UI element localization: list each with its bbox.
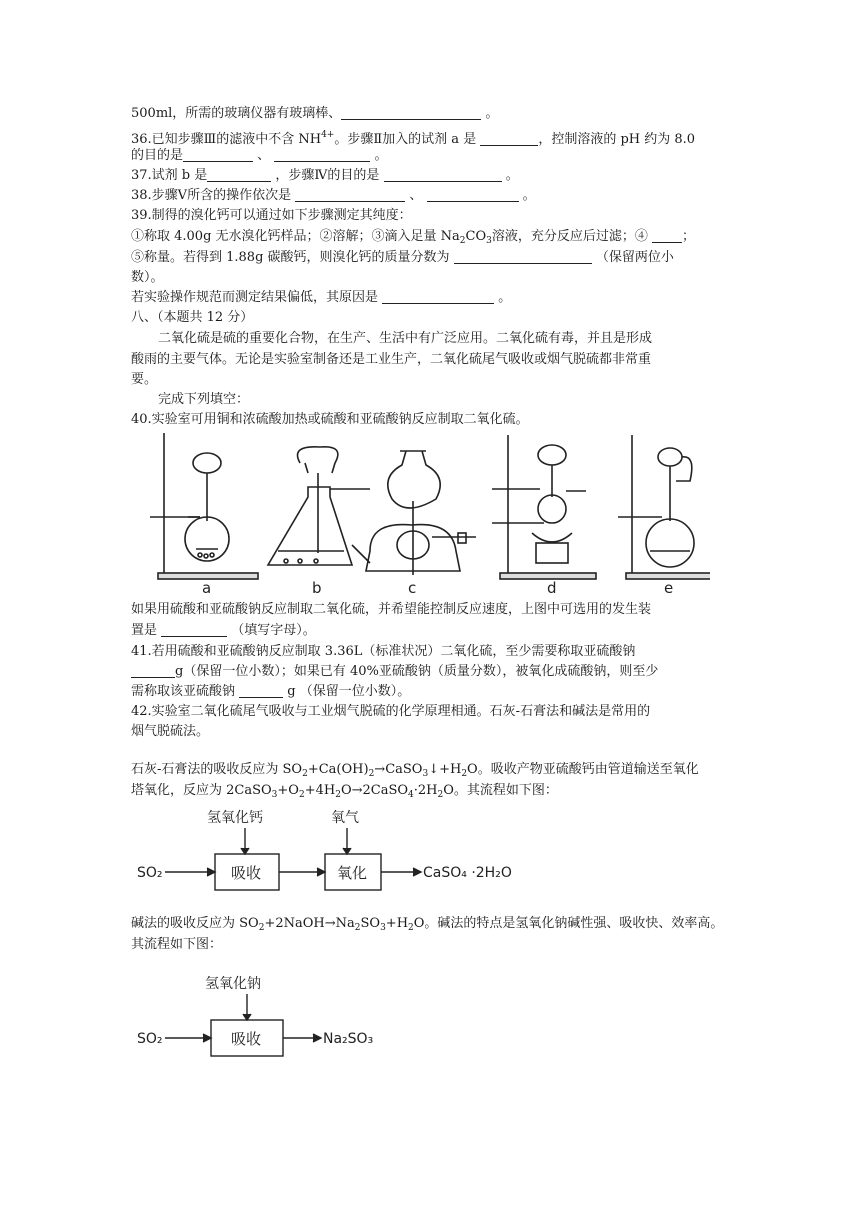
question-39 [131, 206, 731, 226]
paragraph [131, 350, 731, 370]
text: （填写字母）。 [231, 623, 316, 638]
text: g （保留一位小数）。 [287, 684, 411, 699]
lime-method-text-cont [131, 781, 731, 805]
flow1-box-absorb: 吸收 [231, 864, 262, 882]
text: O。吸收产物亚硫酸钙由管道输送至氧化 [467, 762, 699, 777]
answer-blank[interactable] [454, 249, 592, 264]
text: 38.步骤Ⅴ所含的操作依次是 [131, 188, 292, 203]
subscript: 2 [354, 923, 361, 933]
lime-gypsum-flowchart [135, 806, 535, 898]
text: →CaSO [374, 762, 423, 777]
subscript: 2 [408, 923, 414, 933]
text: ，步骤Ⅳ的目的是 [275, 168, 380, 183]
text: 。 [522, 188, 536, 203]
text: 塔氧化，反应为 2CaSO [131, 783, 272, 798]
answer-blank[interactable] [652, 228, 682, 243]
subscript: 2 [437, 790, 444, 800]
text: 37.试剂 b 是 [131, 168, 208, 183]
question-38 [131, 186, 731, 206]
answer-blank[interactable] [295, 187, 405, 202]
subscript: 2 [302, 769, 308, 779]
question-42-cont [131, 722, 731, 742]
alkali-flowchart [135, 968, 395, 1064]
text: 完成下列填空： [158, 392, 250, 407]
flow1-box-oxidize: 氧化 [337, 864, 368, 882]
text: 40.实验室可用铜和浓硫酸加热或硫酸和亚硫酸钠反应制取二氧化硫。 [131, 412, 529, 427]
text: 碱法的吸收反应为 SO [131, 916, 259, 931]
text: O。其流程如下图： [443, 783, 558, 798]
text: SO [360, 916, 381, 931]
answer-blank[interactable] [384, 167, 502, 182]
question-37 [131, 166, 731, 186]
text: 41.若用硫酸和亚硫酸钠反应制取 3.36L（标准状况）二氧化硫，至少需要称取亚硫酸钠 [131, 644, 636, 659]
section-heading [131, 308, 731, 328]
text: O→2CaSO [340, 783, 409, 798]
subscript: 2 [298, 790, 305, 800]
question-42 [131, 702, 731, 722]
text: 其流程如下图： [131, 937, 223, 952]
text: 数）。 [131, 270, 164, 285]
flow2-box-absorb: 吸收 [231, 1030, 262, 1048]
text: CO [465, 229, 487, 244]
subscript: 2 [461, 769, 468, 779]
subscript: 3 [422, 769, 429, 779]
question-40-text [131, 600, 731, 620]
apparatus-label-d: d [547, 579, 557, 597]
text: 若实验操作规范而测定结果偏低，其原因是 [131, 290, 379, 305]
text: 。步骤Ⅱ加入的试剂 a 是 [334, 132, 477, 147]
text: 36.已知步骤Ⅲ的滤液中不含 NH [131, 132, 322, 147]
text: 500ml，所需的玻璃仪器有玻璃棒、 [131, 106, 342, 121]
text: +2NaOH→Na [264, 916, 355, 931]
flow1-reagent-calcium-hydroxide: 氢氧化钙 [207, 810, 263, 826]
text: +Ca(OH) [307, 762, 369, 777]
text: ⑤称量。若得到 1.88g 碳酸钙，则溴化钙的质量分数为 [131, 250, 450, 265]
text: ↓+H [428, 762, 462, 777]
answer-blank[interactable] [239, 683, 283, 698]
answer-blank[interactable] [341, 105, 481, 120]
question-39-reason [131, 288, 731, 308]
text: 、 [257, 148, 271, 163]
text: ·2H [413, 783, 438, 798]
text: 、 [409, 188, 423, 203]
apparatus-label-b: b [312, 579, 322, 597]
flow2-output: Na₂SO₃ [323, 1031, 374, 1047]
subscript: 3 [380, 923, 386, 933]
text: 溶液，充分反应后过滤；④ [491, 229, 648, 244]
flow2-reagent-sodium-hydroxide: 氢氧化钠 [205, 976, 261, 992]
answer-blank[interactable] [207, 167, 271, 182]
subscript: 2 [459, 236, 466, 246]
text: 。 [498, 290, 512, 305]
answer-blank[interactable] [161, 622, 227, 637]
subscript: 2 [335, 790, 341, 800]
text: 39.制得的溴化钙可以通过如下步骤测定其纯度： [131, 208, 412, 223]
answer-blank[interactable] [427, 187, 519, 202]
text: 置是 [131, 623, 158, 638]
answer-blank[interactable] [274, 147, 370, 162]
text: 需称取该亚硫酸钠 [131, 684, 236, 699]
answer-blank[interactable] [131, 663, 175, 678]
text: 要。 [131, 372, 158, 387]
flow2-input-so2: SO₂ [137, 1031, 163, 1047]
text: g（保留一位小数）；如果已有 40%亚硫酸钠（质量分数），被氧化成硫酸钠，则至少 [175, 664, 659, 679]
text: 二氧化硫是硫的重要化合物，在生产、生活中有广泛应用。二氧化硫有毒，并且是形成 [158, 331, 653, 346]
paragraph [158, 390, 758, 410]
text: ； [682, 229, 696, 244]
flow1-input-so2: SO₂ [137, 865, 163, 881]
text: （保留两位小 [595, 250, 674, 265]
superscript: + [326, 130, 335, 140]
flow1-reagent-oxygen: 氧气 [331, 810, 359, 826]
text: 的目的是 [131, 148, 184, 163]
subscript: 4 [321, 130, 327, 140]
answer-blank[interactable] [382, 289, 494, 304]
question-40-answer [131, 621, 731, 641]
question-41-cont2 [131, 682, 731, 702]
apparatus-label-c: c [408, 579, 417, 597]
answer-blank[interactable] [480, 131, 538, 146]
text: 。 [505, 168, 519, 183]
text: +4H [304, 783, 336, 798]
text: 。 [374, 148, 388, 163]
subscript: 3 [271, 790, 278, 800]
text: 如果用硫酸和亚硫酸钠反应制取二氧化硫，并希望能控制反应速度，上图中可选用的发生装 [131, 602, 652, 617]
question-36-cont [131, 146, 731, 166]
question-41 [131, 642, 731, 662]
text: 石灰-石膏法的吸收反应为 SO [131, 762, 303, 777]
text: 八、（本题共 12 分） [131, 310, 254, 325]
text: 酸雨的主要气体。无论是实验室制备还是工业生产，二氧化硫尾气吸收或烟气脱硫都非常重 [131, 352, 652, 367]
apparatus-label-e: e [664, 579, 674, 597]
subscript: 3 [486, 236, 492, 246]
question-41-cont [131, 662, 731, 682]
text: 烟气脱硫法。 [131, 724, 210, 739]
text: O。碱法的特点是氢氧化钠碱性强、吸收快、效率高。 [413, 916, 724, 931]
text: ，控制溶液的 pH 约为 8.0 [538, 132, 696, 147]
subscript: 2 [368, 769, 375, 779]
text: +H [385, 916, 409, 931]
flow1-output: CaSO₄ ·2H₂O [423, 865, 512, 881]
text-line [131, 104, 731, 124]
apparatus-figure [140, 425, 710, 597]
subscript: 4 [408, 790, 414, 800]
text: 。 [485, 106, 499, 121]
alkali-method-text-cont [131, 935, 731, 955]
paragraph [131, 370, 731, 390]
apparatus-label-a: a [202, 579, 212, 597]
question-39-step5 [131, 248, 731, 268]
text: ①称取 4.00g 无水溴化钙样品；②溶解；③滴入足量 Na [131, 229, 460, 244]
answer-blank[interactable] [183, 147, 253, 162]
text: +O [277, 783, 299, 798]
paragraph [158, 329, 758, 349]
apparatus-labels [202, 579, 673, 597]
subscript: 2 [258, 923, 265, 933]
question-39-cont [131, 268, 731, 288]
text: 42.实验室二氧化硫尾气吸收与工业烟气脱硫的化学原理相通。石灰-石膏法和碱法是常用的 [131, 704, 651, 719]
